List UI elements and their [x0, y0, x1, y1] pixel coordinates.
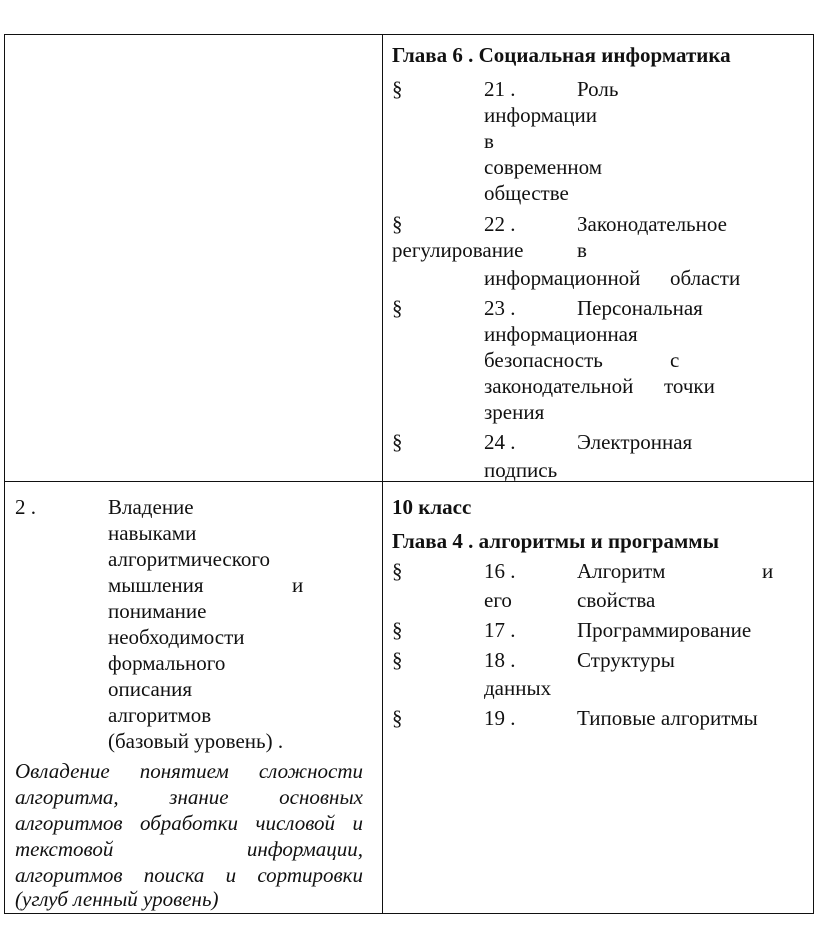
advanced-level-line: (углуб ленный уровень) — [15, 887, 219, 911]
section-title-line: информационной — [484, 266, 641, 290]
competency-line: необходимости — [108, 625, 245, 649]
section-title-line: информационная — [484, 322, 638, 346]
section-title-line: данных — [484, 676, 552, 700]
section-number: 24 . — [484, 430, 516, 454]
section-title-line: и — [762, 559, 774, 583]
section-title-line: области — [670, 266, 741, 290]
section-title-line: Алгоритм — [577, 559, 666, 583]
section-title-line: его — [484, 588, 512, 612]
section-number: 18 . — [484, 648, 516, 672]
section-symbol: § — [392, 212, 403, 236]
competency-line: формального — [108, 651, 226, 675]
section-symbol: § — [392, 559, 403, 583]
section-number: 23 . — [484, 296, 516, 320]
advanced-level-line: алгоритмов поиска и сортировки — [15, 863, 363, 887]
section-title-line: безопасность — [484, 348, 603, 372]
row-divider — [5, 481, 813, 482]
row-number: 2 . — [15, 495, 36, 519]
section-title-line: Типовые алгоритмы — [577, 706, 758, 730]
competency-line: понимание — [108, 599, 207, 623]
section-title-line: с — [670, 348, 680, 372]
competency-line: и — [292, 573, 304, 597]
section-number: 17 . — [484, 618, 516, 642]
section-title-line: обществе — [484, 181, 569, 205]
section-symbol: § — [392, 430, 403, 454]
advanced-level-line: Овладение понятием сложности — [15, 759, 363, 783]
grade-label: 10 класс — [392, 495, 472, 519]
section-number: 16 . — [484, 559, 516, 583]
section-symbol: § — [392, 706, 403, 730]
section-number: 19 . — [484, 706, 516, 730]
section-symbol: § — [392, 296, 403, 320]
competency-line: алгоритмического — [108, 547, 270, 571]
section-title-line: Персональная — [577, 296, 703, 320]
section-title-line: зрения — [484, 400, 545, 424]
advanced-level-line: алгоритмов обработки числовой и — [15, 811, 363, 835]
section-number: 22 . — [484, 212, 516, 236]
section-symbol: § — [392, 618, 403, 642]
section-title-line: регулирование — [392, 238, 524, 262]
section-number: 21 . — [484, 77, 516, 101]
section-title-line: свойства — [577, 588, 656, 612]
section-symbol: § — [392, 77, 403, 101]
section-title-line: Электронная — [577, 430, 693, 454]
section-title-line: законодательной — [484, 374, 634, 398]
chapter-title: Глава 4 . алгоритмы и программы — [392, 529, 719, 553]
section-symbol: § — [392, 648, 403, 672]
section-title-line: подпись — [484, 458, 558, 482]
section-title-line: современном — [484, 155, 603, 179]
competency-line: описания — [108, 677, 193, 701]
section-title-line: информации — [484, 103, 597, 127]
competency-line: навыками — [108, 521, 197, 545]
competency-line: Владение — [108, 495, 194, 519]
chapter-title: Глава 6 . Социальная информатика — [392, 43, 731, 67]
section-title-line: точки — [664, 374, 715, 398]
section-title-line: Структуры — [577, 648, 675, 672]
section-title-line: в — [577, 238, 587, 262]
section-title-line: Роль — [577, 77, 619, 101]
section-title-line: Программирование — [577, 618, 752, 642]
column-divider — [382, 35, 383, 913]
section-title-line: Законодательное — [577, 212, 727, 236]
competency-line: алгоритмов — [108, 703, 212, 727]
competency-line: мышления — [108, 573, 204, 597]
advanced-level-line: текстовой информации, — [15, 837, 363, 861]
advanced-level-line: алгоритма, знание основных — [15, 785, 363, 809]
section-title-line: в — [484, 129, 494, 153]
competency-line: (базовый уровень) . — [108, 729, 284, 753]
